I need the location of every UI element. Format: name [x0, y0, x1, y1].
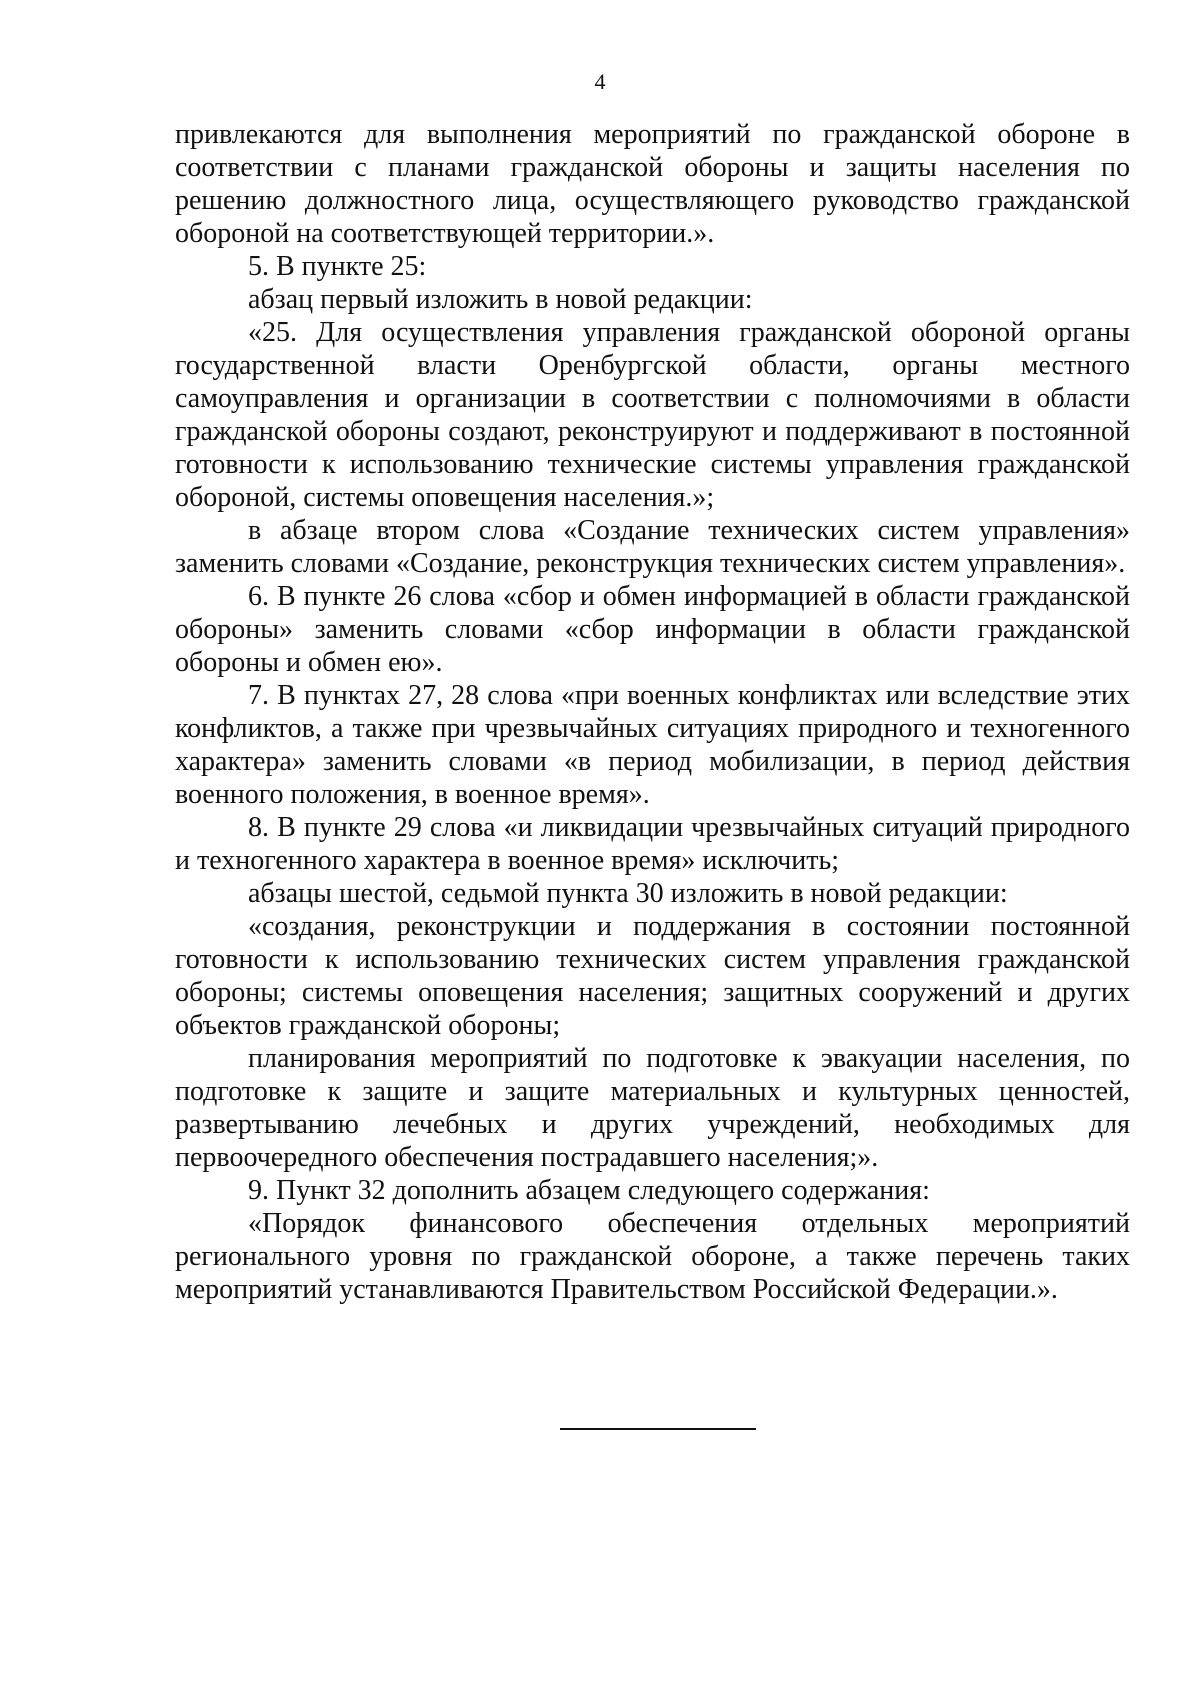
paragraph-item-8: 8. В пункте 29 слова «и ликвидации чрезвычайных ситуаций природного и техногенного характера в военное время» исключить; [175, 812, 1130, 876]
paragraph-item-5: 5. В пункте 25: [248, 251, 427, 282]
end-of-document-rule [560, 1428, 756, 1430]
document-body [175, 118, 1130, 1306]
paragraph-continuation: привлекаются для выполнения мероприятий по гражданской обороне в соответствии с планами гражданской обороны и защиты населения по решению должностного лица, осуществляющего руководство гражданской обороной на соответствующей территории.». [175, 119, 1130, 249]
paragraph-item-5-new-text: «25. Для осуществления управления гражданской обороной органы государственной власти Оренбургской области, органы местного самоуправления и организации в соответствии с полномочиями в области гражданской обороны создают, реконструируют и поддерживают в постоянной готовности к использованию технические системы управления гражданской обороной, системы оповещения населения.»; [175, 317, 1130, 513]
paragraph-item-8-abzac-7: планирования мероприятий по подготовке к эвакуации населения, по подготовке к защите и защите материальных и культурных ценностей, развертыванию лечебных и других учреждений, необходимых для первоочередного обеспечения пострадавшего населения;». [175, 1043, 1130, 1173]
paragraph-item-5-instruction: абзац первый изложить в новой редакции: [248, 284, 753, 315]
paragraph-item-6: 6. В пункте 26 слова «сбор и обмен информацией в области гражданской обороны» заменить словами «сбор информации в области гражданской обороны и обмен ею». [175, 581, 1130, 678]
paragraph-item-5-second-abzac: в абзаце втором слова «Создание технических систем управления» заменить словами «Создание, реконструкция технических систем управления». [175, 515, 1130, 579]
paragraph-item-7: 7. В пунктах 27, 28 слова «при военных конфликтах или вследствие этих конфликтов, а также при чрезвычайных ситуациях природного и техногенного характера» заменить словами «в период мобилизации, в период действия военного положения, в военное время». [175, 680, 1130, 810]
page-number: 4 [594, 69, 606, 94]
paragraph-item-9: 9. Пункт 32 дополнить абзацем следующего содержания: [248, 1175, 930, 1206]
paragraph-item-8-instruction: абзацы шестой, седьмой пункта 30 изложить в новой редакции: [248, 878, 1008, 909]
paragraph-item-8-abzac-6: «создания, реконструкции и поддержания в состоянии постоянной готовности к использованию технических систем управления гражданской обороны; системы оповещения населения; защитных сооружений и других объектов гражданской обороны; [175, 911, 1130, 1041]
paragraph-item-9-new-text: «Порядок финансового обеспечения отдельных мероприятий регионального уровня по гражданской обороне, а также перечень таких мероприятий устанавливаются Правительством Российской Федерации.». [175, 1208, 1130, 1305]
